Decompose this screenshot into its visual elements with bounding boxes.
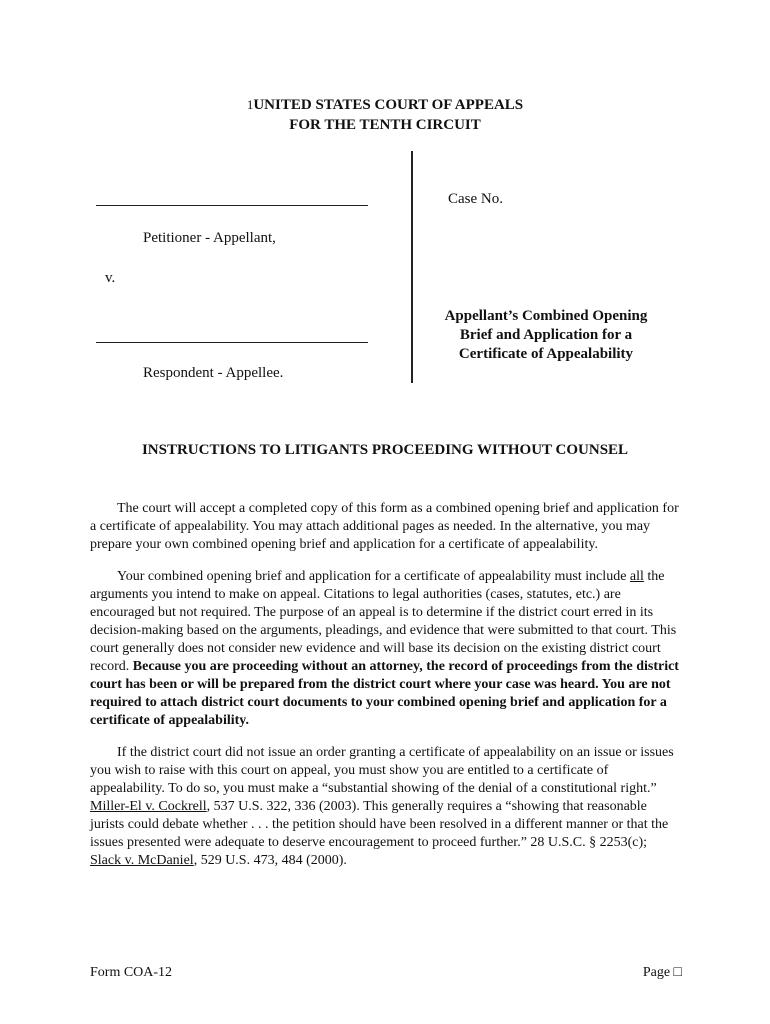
instructions-body [90, 500, 680, 884]
paragraph-2-bold: Because you are proceeding without an attorney, the record of proceedings from the district court has been or will be prepared from the district court where your case was heard. You are not required to attach district court documents to your combined opening brief and application for a certificate of appealability. [90, 659, 679, 728]
court-name: UNITED STATES COURT OF APPEALS [253, 97, 524, 113]
case-number-label: Case No. [448, 191, 503, 207]
caption-divider [411, 151, 413, 383]
paragraph-2-rest: the arguments you intend to make on appeal. Citations to legal authorities (cases, statutes, etc.) are encouraged but not required. The purpose of an appeal is to determine if the district court erred in its decision-making based on the arguments, pleadings, and evidence that were submitted to that court. This court generally does not consider new evidence and will base its decision on the existing district court record. [90, 569, 677, 674]
court-header-prefix: 1 [246, 97, 254, 112]
document-title-line1: Appellant’s Combined Opening [444, 308, 648, 324]
versus-label: v. [105, 270, 116, 286]
petitioner-name-line[interactable] [96, 205, 368, 206]
paragraph-3-part1: If the district court did not issue an order granting a certificate of appealability on an issue or issues you wish to raise with this court on appeal, you must show you are entitled to a certificate of appealability. To do so, you must make a “substantial showing of the denial of a constitutional right.” [90, 745, 674, 796]
form-number: Form COA-12 [90, 965, 173, 980]
document-title-line3: Certificate of Appealability [458, 346, 634, 362]
respondent-name-line[interactable] [96, 342, 368, 343]
respondent-label: Respondent - Appellee. [143, 365, 284, 381]
paragraph-3 [90, 744, 680, 870]
court-header [0, 95, 770, 135]
page-number: Page □ [642, 965, 682, 980]
paragraph-3-part3: , 529 U.S. 473, 484 (2000). [193, 853, 347, 868]
document-title-line2: Brief and Application for a [459, 327, 633, 343]
paragraph-2-underlined: all [629, 569, 644, 584]
case-citation-miller-el: Miller-El v. Cockrell [90, 799, 207, 814]
case-citation-slack: Slack v. McDaniel [90, 853, 194, 868]
circuit-name: FOR THE TENTH CIRCUIT [289, 117, 481, 133]
court-header-line1 [0, 95, 770, 115]
instructions-heading: INSTRUCTIONS TO LITIGANTS PROCEEDING WITHOUT COUNSEL [141, 442, 629, 458]
petitioner-label: Petitioner - Appellant, [143, 230, 276, 246]
document-title [420, 307, 672, 364]
paragraph-2-lead: Your combined opening brief and application for a certificate of appealability must include [117, 569, 630, 584]
paragraph-1: The court will accept a completed copy of this form as a combined opening brief and application for a certificate of appealability. You may attach additional pages as needed. In the alternative, you may prepare your own combined opening brief and application for a certificate of appealability. [90, 501, 679, 552]
paragraph-3-part2: , 537 U.S. 322, 336 (2003). This generally requires a “showing that reasonable jurists could debate whether . . . the petition should have been resolved in a different manner or that the issues presented were adequate to deserve encouragement to proceed further.” 28 U.S.C. § 2253(c); [90, 799, 669, 850]
paragraph-2 [90, 568, 680, 730]
